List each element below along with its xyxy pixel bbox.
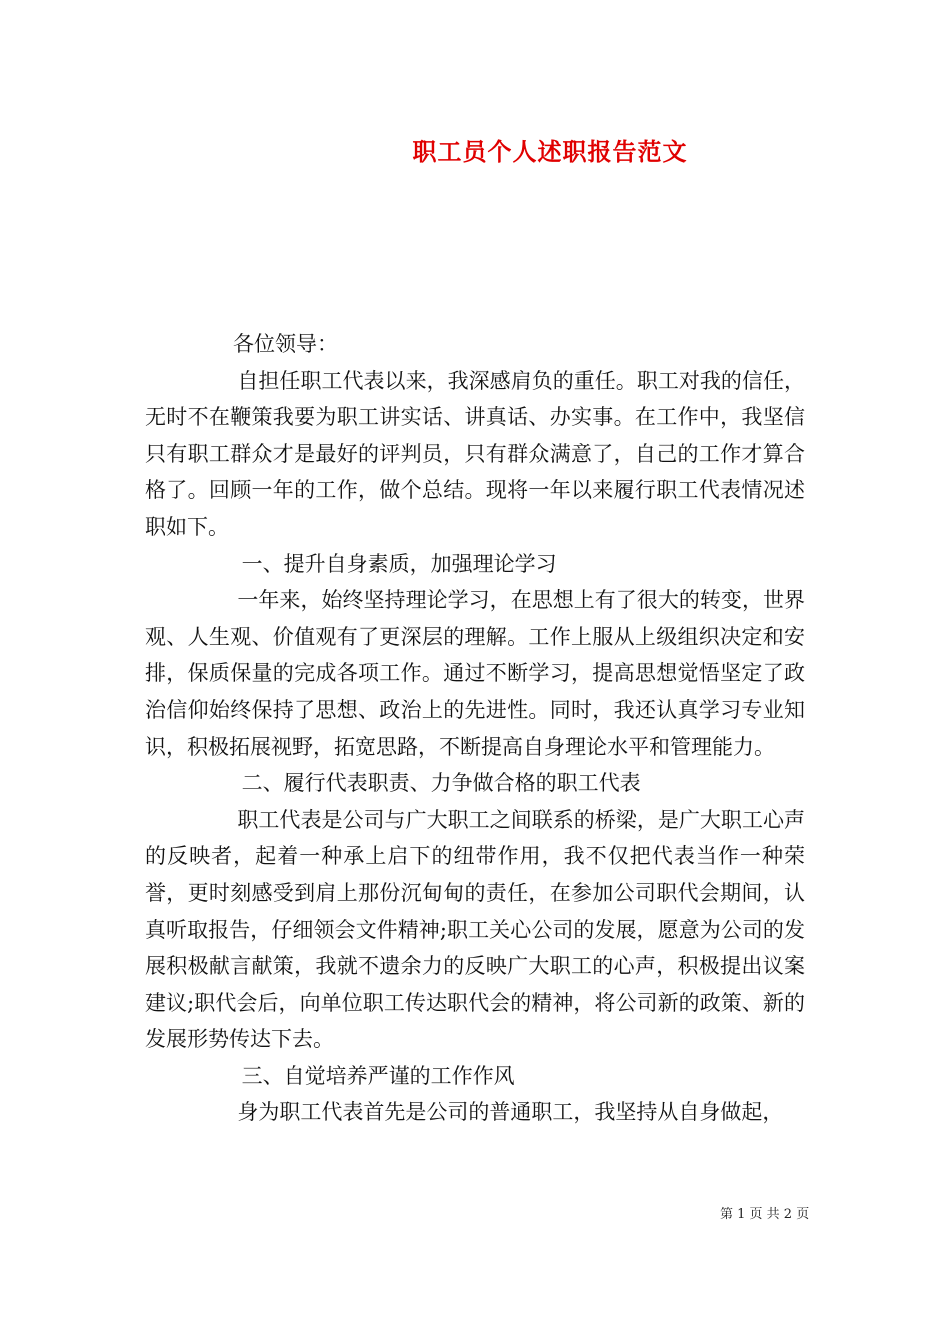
document-body (145, 326, 805, 1131)
section-heading-1: 一、提升自身素质，加强理论学习 (241, 551, 557, 576)
section-heading-2: 二、履行代表职责、力争做合格的职工代表 (241, 771, 641, 796)
salutation: 各位领导： (233, 332, 338, 356)
page-number-footer: 第 1 页 共 2 页 (720, 1207, 810, 1222)
document-title: 职工员个人述职报告范文 (412, 137, 688, 166)
paragraph-section-2: 职工代表是公司与广大职工之间联系的桥梁，是广大职工心声的反映者，起着一种承上启下的纽带作用，我不仅把代表当作一种荣誉，更时刻感受到肩上那份沉甸甸的责任，在参加公司职代会期间，认真听取报告，仔细领会文件精神;职工关心公司的发展，愿意为公司的发展积极献言献策，我就不遗余力的反映广大职工的心声，积极提出议案建议;职代会后，向单位职工传达职代会的精神，将公司新的政策、新的发展形势传达下去。 (145, 807, 805, 1052)
section-heading-3: 三、自觉培养严谨的工作作风 (241, 1063, 515, 1088)
paragraph-section-1: 一年来，始终坚持理论学习，在思想上有了很大的转变，世界观、人生观、价值观有了更深层的理解。工作上服从上级组织决定和安排，保质保量的完成各项工作。通过不断学习，提高思想觉悟坚定了政治信仰始终保持了思想、政治上的先进性。同时，我还认真学习专业知识，积极拓展视野，拓宽思路，不断提高自身理论水平和管理能力。 (145, 588, 805, 759)
paragraph-section-3: 身为职工代表首先是公司的普通职工，我坚持从自身做起， (237, 1100, 784, 1125)
paragraph-intro: 自担任职工代表以来，我深感肩负的重任。职工对我的信任，无时不在鞭策我要为职工讲实话、讲真话、办实事。在工作中，我坚信只有职工群众才是最好的评判员，只有群众满意了，自己的工作才算合格了。回顾一年的工作，做个总结。现将一年以来履行职工代表情况述职如下。 (145, 368, 805, 539)
